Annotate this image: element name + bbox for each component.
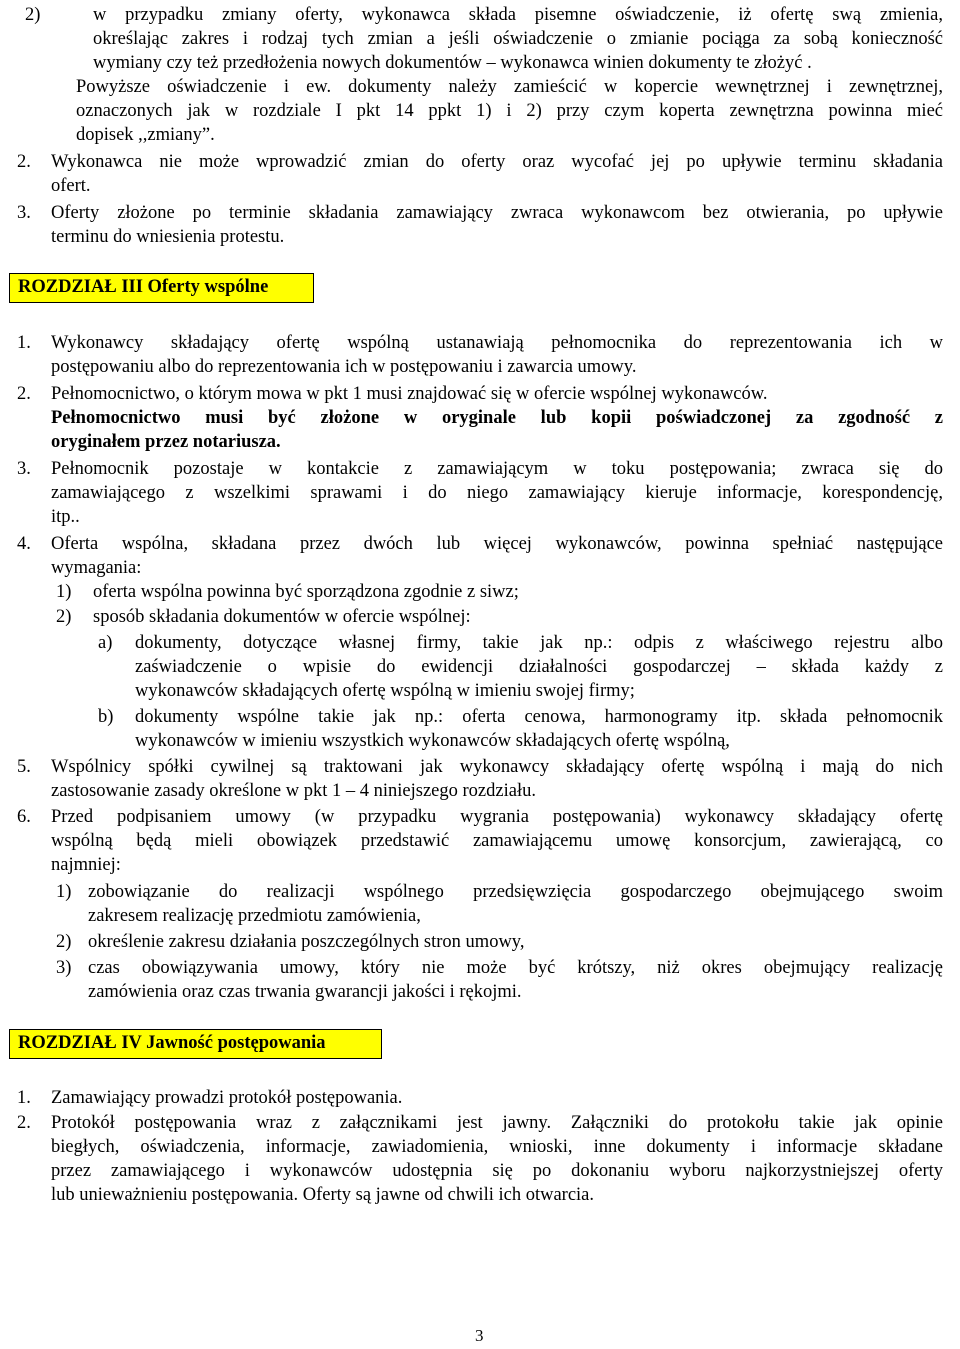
item-number: 1) — [56, 882, 72, 902]
text-line: wymagania: — [51, 558, 142, 578]
item-number: 2. — [17, 384, 31, 404]
text-line: Pełnomocnictwo, o którym mowa w pkt 1 musi znajdować się w ofercie wspólnej wykonawców. — [51, 384, 768, 404]
item-number: 2) — [56, 607, 72, 627]
text-line: itp.. — [51, 507, 80, 527]
text-line: najmniej: — [51, 855, 121, 875]
text-line: Wykonawcy składający ofertę wspólną ustanawiają pełnomocnika do reprezentowania ich w — [51, 333, 943, 353]
text-line: Przed podpisaniem umowy (w przypadku wygrania postępowania) wykonawcy składający ofertę — [51, 807, 943, 827]
item-number: 2) — [25, 5, 41, 25]
item-number: 1) — [56, 582, 72, 602]
text-line: biegłych, oświadczenia, informacje, zawiadomienia, wnioski, inne dokumenty i informacje składane — [51, 1137, 943, 1157]
text-line: Powyższe oświadczenie i ew. dokumenty należy zamieścić w kopercie wewnętrznej i zewnętrznej, — [76, 77, 943, 97]
text-line: określając zakres i rodzaj tych zmian a jeśli oświadczenie o zmianie pociąga za sobą konieczność — [93, 29, 943, 49]
text-line: zakresem realizację przedmiotu zamówienia, — [88, 906, 421, 926]
item-number: 2. — [17, 152, 31, 172]
chapter-heading — [9, 1029, 382, 1059]
text-line: oferta wspólna powinna być sporządzona zgodnie z siwz; — [93, 582, 519, 602]
text-line: wymiany czy też przedłożenia nowych dokumentów – wykonawca winien dokumenty te złożyć . — [93, 53, 812, 73]
text-line: Wspólnicy spółki cywilnej są traktowani jak wykonawcy składający ofertę wspólną i mają do nich — [51, 757, 943, 777]
item-number: b) — [98, 707, 114, 727]
text-line: wykonawców w imieniu wszystkich wykonawców składających ofertę wspólną, — [135, 731, 730, 751]
text-line: w przypadku zmiany oferty, wykonawca składa pisemne oświadczenie, iż ofertę swą zmienia, — [93, 5, 943, 25]
text-line: Protokół postępowania wraz z załącznikami jest jawny. Załączniki do protokołu takie jak opinie — [51, 1113, 943, 1133]
item-number: 6. — [17, 807, 31, 827]
item-number: 3. — [17, 459, 31, 479]
chapter-heading — [9, 273, 314, 303]
text-line: zastosowanie zasady określone w pkt 1 – 4 niniejszego rozdziału. — [51, 781, 536, 801]
text-line: Oferty złożone po terminie składania zamawiający zwraca wykonawcom bez otwierania, po upływie — [51, 203, 943, 223]
text-line: sposób składania dokumentów w ofercie wspólnej: — [93, 607, 471, 627]
text-line: zaświadczenie o wpisie do ewidencji działalności gospodarczej – składa każdy z — [135, 657, 943, 677]
text-line: oznaczonych jak w rozdziale I pkt 14 ppkt 1) i 2) przy czym koperta zewnętrzna powinna mieć — [76, 101, 943, 121]
item-number: 5. — [17, 757, 31, 777]
text-line: wykonawców składających ofertę wspólną w imieniu swojej firmy; — [135, 681, 635, 701]
chapter-heading-text: ROZDZIAŁ IV Jawność postępowania — [18, 1033, 326, 1053]
page-number: 3 — [475, 1326, 484, 1345]
text-line: Wykonawca nie może wprowadzić zmian do oferty oraz wycofać jej po upływie terminu składania — [51, 152, 943, 172]
text-line: zamówienia oraz czas trwania gwarancji jakości i rękojmi. — [88, 982, 522, 1002]
text-line: dokumenty wspólne takie jak np.: oferta cenowa, harmonogramy itp. składa pełnomocnik — [135, 707, 943, 727]
text-line: dopisek ,,zmiany”. — [76, 125, 215, 145]
text-line: Zamawiający prowadzi protokół postępowania. — [51, 1088, 403, 1108]
text-line: wspólną będą mieli obowiązek przedstawić zamawiającemu umowę konsorcjum, zawierającą, co — [51, 831, 943, 851]
text-line: ofert. — [51, 176, 91, 196]
text-line: postępowaniu albo do reprezentowania ich w postępowaniu i zawarcia umowy. — [51, 357, 637, 377]
text-line-bold: oryginałem przez notariusza. — [51, 432, 281, 452]
item-number: a) — [98, 633, 113, 653]
text-line: terminu do wniesienia protestu. — [51, 227, 285, 247]
text-line: zobowiązanie do realizacji wspólnego przedsięwzięcia gospodarczego obejmującego swoim — [88, 882, 943, 902]
item-number: 3) — [56, 958, 72, 978]
text-line-bold: Pełnomocnictwo musi być złożone w oryginale lub kopii poświadczonej za zgodność z — [51, 408, 943, 428]
text-line: dokumenty, dotyczące własnej firmy, takie jak np.: odpis z właściwego rejestru albo — [135, 633, 943, 653]
item-number: 1. — [17, 1088, 31, 1108]
text-line: zamawiającego z wszelkimi sprawami i do niego zamawiający kieruje informacje, korespondencję, — [51, 483, 943, 503]
item-number: 1. — [17, 333, 31, 353]
item-number: 4. — [17, 534, 31, 554]
chapter-heading-text: ROZDZIAŁ III Oferty wspólne — [18, 277, 269, 297]
text-line: przez zamawiającego i wykonawców udostępnia się po dokonaniu wyboru najkorzystniejszej oferty — [51, 1161, 943, 1181]
text-line: określenie zakresu działania poszczególnych stron umowy, — [88, 932, 525, 952]
item-number: 3. — [17, 203, 31, 223]
text-line: Oferta wspólna, składana przez dwóch lub więcej wykonawców, powinna spełniać następujące — [51, 534, 943, 554]
text-line: lub unieważnieniu postępowania. Oferty są jawne od chwili ich otwarcia. — [51, 1185, 595, 1205]
text-line: Pełnomocnik pozostaje w kontakcie z zamawiającym w toku postępowania; zwraca się do — [51, 459, 943, 479]
item-number: 2) — [56, 932, 72, 952]
item-number: 2. — [17, 1113, 31, 1133]
text-line: czas obowiązywania umowy, który nie może być krótszy, niż okres obejmujący realizację — [88, 958, 943, 978]
